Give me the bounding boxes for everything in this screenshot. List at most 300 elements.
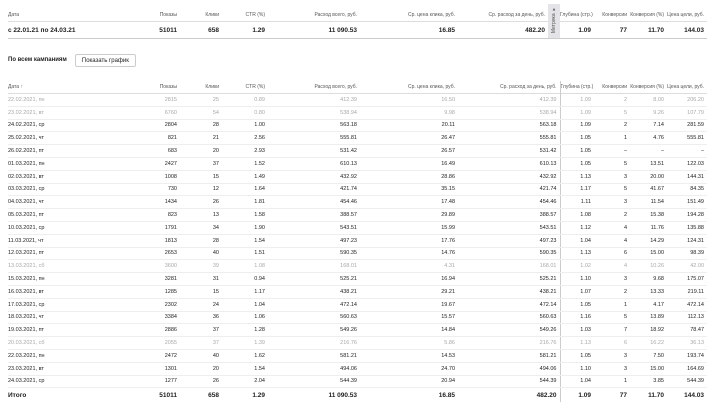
cell-conversions: 1 xyxy=(594,375,630,388)
table-col-ctr[interactable]: CTR (%) xyxy=(245,84,265,90)
cell-clicks: 40 xyxy=(180,349,222,362)
cell-conv-rate: 18.92 xyxy=(630,324,667,337)
table-col-spend[interactable]: Расход всего, руб. xyxy=(314,84,357,90)
cell-conv-rate: 11.54 xyxy=(630,196,667,209)
cell-depth: 1.05 xyxy=(560,349,594,362)
cell-clicks: 28 xyxy=(180,119,222,132)
cell-conv-rate: 14.29 xyxy=(630,234,667,247)
cell-date: 16.03.2021, вт xyxy=(8,285,118,298)
table-row xyxy=(8,119,707,132)
cell-depth: 1.13 xyxy=(560,247,594,260)
cell-date: 19.03.2021, пт xyxy=(8,324,118,337)
cell-clicks: 15 xyxy=(180,170,222,183)
cell-daily: 494.06 xyxy=(458,362,560,375)
cell-date: 11.03.2021, чт xyxy=(8,234,118,247)
cell-conv-rate: 13.89 xyxy=(630,311,667,324)
cell-clicks: 26 xyxy=(180,196,222,209)
cell-goal-price: 135.88 xyxy=(667,221,707,234)
cell-cpc: 9.98 xyxy=(360,106,458,119)
cell-conversions: 6 xyxy=(594,247,630,260)
table-row xyxy=(8,273,707,286)
cell-shows: 2055 xyxy=(118,337,180,350)
cell-goal-price: 193.74 xyxy=(667,349,707,362)
totals-conversions: 77 xyxy=(594,388,630,403)
cell-spend: 549.26 xyxy=(268,324,360,337)
cell-conv-rate: 8.00 xyxy=(630,94,667,107)
cell-shows: 821 xyxy=(118,132,180,145)
cell-depth: 1.10 xyxy=(560,362,594,375)
cell-spend: 438.21 xyxy=(268,285,360,298)
table-row xyxy=(8,196,707,209)
col-header-shows[interactable]: Показы xyxy=(159,12,177,18)
cell-depth: 1.07 xyxy=(560,285,594,298)
cell-goal-price: – xyxy=(667,145,707,158)
cell-conv-rate: 20.00 xyxy=(630,170,667,183)
cell-clicks: 26 xyxy=(180,375,222,388)
cell-daily: 549.26 xyxy=(458,324,560,337)
cell-daily: 216.76 xyxy=(458,337,560,350)
cell-date: 18.03.2021, чт xyxy=(8,311,118,324)
cell-ctr: 1.06 xyxy=(222,311,268,324)
table-row xyxy=(8,247,707,260)
cell-clicks: 39 xyxy=(180,260,222,273)
cell-cpc: 14.76 xyxy=(360,247,458,260)
col-header-spend[interactable]: Расход всего, руб. xyxy=(314,12,357,18)
cell-ctr: 1.64 xyxy=(222,183,268,196)
metrika-dropdown[interactable] xyxy=(548,4,560,39)
cell-depth: 1.10 xyxy=(560,273,594,286)
cell-ctr: 1.00 xyxy=(222,119,268,132)
cell-clicks: 28 xyxy=(180,234,222,247)
cell-conv-rate: 10.26 xyxy=(630,260,667,273)
cell-date: 22.03.2021, пн xyxy=(8,349,118,362)
summary-row xyxy=(8,22,707,39)
cell-shows: 1277 xyxy=(118,375,180,388)
table-row xyxy=(8,260,707,273)
cell-goal-price: 206.20 xyxy=(667,94,707,107)
col-header-date[interactable]: Дата xyxy=(8,12,20,18)
cell-spend: 581.21 xyxy=(268,349,360,362)
cell-date: 10.03.2021, ср xyxy=(8,221,118,234)
cell-conversions: 5 xyxy=(594,157,630,170)
summary-shows: 51011 xyxy=(159,26,177,34)
cell-date: 25.02.2021, чт xyxy=(8,132,118,145)
cell-clicks: 21 xyxy=(180,132,222,145)
cell-clicks: 34 xyxy=(180,221,222,234)
cell-conv-rate: 4.17 xyxy=(630,298,667,311)
cell-goal-price: 36.13 xyxy=(667,337,707,350)
table-row xyxy=(8,132,707,145)
cell-spend: 560.63 xyxy=(268,311,360,324)
cell-ctr: 1.52 xyxy=(222,157,268,170)
cell-goal-price: 164.69 xyxy=(667,362,707,375)
cell-date: 24.03.2021, ср xyxy=(8,375,118,388)
cell-spend: 412.39 xyxy=(268,94,360,107)
col-header-goal-price[interactable]: Цена цели, руб. xyxy=(667,12,704,18)
cell-clicks: 25 xyxy=(180,94,222,107)
campaigns-section-header xyxy=(8,53,136,67)
cell-daily: 563.18 xyxy=(458,119,560,132)
cell-conversions: 3 xyxy=(594,170,630,183)
totals-goal-price: 144.03 xyxy=(667,388,707,403)
cell-ctr: 1.81 xyxy=(222,196,268,209)
cell-conv-rate: 3.85 xyxy=(630,375,667,388)
cell-shows: 1301 xyxy=(118,362,180,375)
cell-spend: 454.46 xyxy=(268,196,360,209)
col-header-depth[interactable]: Глубина (стр.) xyxy=(560,12,593,18)
summary-spend: 11 090.53 xyxy=(328,26,357,34)
cell-conversions: – xyxy=(594,145,630,158)
cell-goal-price: 544.39 xyxy=(667,375,707,388)
cell-date: 20.03.2021, сб xyxy=(8,337,118,350)
cell-cpc: 26.47 xyxy=(360,132,458,145)
cell-ctr: 1.51 xyxy=(222,247,268,260)
cell-conversions: 3 xyxy=(594,273,630,286)
table-col-date[interactable]: Дата ↑ xyxy=(8,84,23,90)
cell-cpc: 15.99 xyxy=(360,221,458,234)
cell-depth: 1.04 xyxy=(560,375,594,388)
cell-conv-rate: 7.14 xyxy=(630,119,667,132)
cell-date: 03.03.2021, ср xyxy=(8,183,118,196)
cell-clicks: 31 xyxy=(180,273,222,286)
cell-shows: 2804 xyxy=(118,119,180,132)
table-row xyxy=(8,106,707,119)
cell-goal-price: 78.47 xyxy=(667,324,707,337)
daily-stats-table xyxy=(8,81,707,402)
cell-conv-rate: 15.00 xyxy=(630,247,667,260)
cell-ctr: 2.56 xyxy=(222,132,268,145)
table-row xyxy=(8,285,707,298)
cell-goal-price: 555.81 xyxy=(667,132,707,145)
cell-depth: 1.11 xyxy=(560,196,594,209)
cell-ctr: 0.80 xyxy=(222,106,268,119)
table-row xyxy=(8,157,707,170)
cell-ctr: 1.62 xyxy=(222,349,268,362)
cell-cpc: 29.89 xyxy=(360,209,458,222)
cell-daily: 555.81 xyxy=(458,132,560,145)
cell-date: 04.03.2021, чт xyxy=(8,196,118,209)
cell-depth: 1.08 xyxy=(560,209,594,222)
totals-clicks: 658 xyxy=(180,388,222,403)
cell-cpc: 35.15 xyxy=(360,183,458,196)
cell-conv-rate: 15.00 xyxy=(630,362,667,375)
totals-cpc: 16.85 xyxy=(360,388,458,403)
cell-daily: 432.92 xyxy=(458,170,560,183)
table-row xyxy=(8,375,707,388)
table-col-cpc[interactable]: Ср. цена клика, руб. xyxy=(407,84,455,90)
cell-goal-price: 122.03 xyxy=(667,157,707,170)
cell-daily: 581.21 xyxy=(458,349,560,362)
table-col-depth[interactable]: Глубина (стр.) xyxy=(560,84,594,90)
cell-goal-price: 124.31 xyxy=(667,234,707,247)
cell-date: 17.03.2021, ср xyxy=(8,298,118,311)
totals-conv-rate: 11.70 xyxy=(630,388,667,403)
summary-goal-price: 144.03 xyxy=(684,26,704,34)
cell-ctr: 1.58 xyxy=(222,209,268,222)
summary-conversions: 77 xyxy=(619,26,627,34)
table-col-daily[interactable]: Ср. расход за день, руб. xyxy=(458,81,560,94)
cell-conv-rate: 15.38 xyxy=(630,209,667,222)
cell-depth: 1.17 xyxy=(560,183,594,196)
cell-cpc: 16.50 xyxy=(360,94,458,107)
cell-spend: 494.06 xyxy=(268,362,360,375)
cell-conversions: 2 xyxy=(594,209,630,222)
cell-ctr: 2.93 xyxy=(222,145,268,158)
cell-shows: 1285 xyxy=(118,285,180,298)
cell-conversions: 3 xyxy=(594,362,630,375)
cell-depth: 1.02 xyxy=(560,260,594,273)
table-row xyxy=(8,298,707,311)
cell-goal-price: 144.31 xyxy=(667,170,707,183)
cell-spend: 472.14 xyxy=(268,298,360,311)
cell-ctr: 1.17 xyxy=(222,285,268,298)
cell-daily: 543.51 xyxy=(458,221,560,234)
cell-ctr: 1.04 xyxy=(222,298,268,311)
totals-ctr: 1.29 xyxy=(222,388,268,403)
cell-cpc: 24.70 xyxy=(360,362,458,375)
cell-conv-rate: 41.67 xyxy=(630,183,667,196)
table-col-conversions[interactable]: Конверсии xyxy=(602,84,627,90)
table-col-conv-rate[interactable]: Конверсия (%) xyxy=(630,84,664,90)
section-title: По всем кампаниям xyxy=(8,57,67,63)
cell-spend: 538.94 xyxy=(268,106,360,119)
table-row xyxy=(8,337,707,350)
cell-spend: 388.57 xyxy=(268,209,360,222)
cell-spend: 531.42 xyxy=(268,145,360,158)
cell-spend: 543.51 xyxy=(268,221,360,234)
cell-conversions: 2 xyxy=(594,285,630,298)
cell-cpc: 28.86 xyxy=(360,170,458,183)
totals-depth: 1.09 xyxy=(560,388,594,403)
cell-date: 02.03.2021, вт xyxy=(8,170,118,183)
cell-goal-price: 175.07 xyxy=(667,273,707,286)
cell-shows: 730 xyxy=(118,183,180,196)
cell-depth: 1.13 xyxy=(560,170,594,183)
cell-shows: 2302 xyxy=(118,298,180,311)
cell-conversions: 4 xyxy=(594,260,630,273)
cell-spend: 421.74 xyxy=(268,183,360,196)
cell-conversions: 4 xyxy=(594,234,630,247)
table-row xyxy=(8,221,707,234)
cell-ctr: 1.28 xyxy=(222,324,268,337)
table-row xyxy=(8,183,707,196)
cell-depth: 1.05 xyxy=(560,145,594,158)
cell-clicks: 40 xyxy=(180,247,222,260)
summary-daily: 482.20 xyxy=(525,26,545,34)
cell-date: 23.02.2021, вт xyxy=(8,106,118,119)
cell-ctr: 1.54 xyxy=(222,362,268,375)
cell-daily: 525.21 xyxy=(458,273,560,286)
cell-cpc: 15.57 xyxy=(360,311,458,324)
cell-clicks: 24 xyxy=(180,298,222,311)
col-header-ctr[interactable]: CTR (%) xyxy=(245,12,265,18)
cell-shows: 1434 xyxy=(118,196,180,209)
col-header-clicks[interactable]: Клики xyxy=(205,12,219,18)
cell-ctr: 1.08 xyxy=(222,260,268,273)
cell-shows: 2886 xyxy=(118,324,180,337)
cell-depth: 1.16 xyxy=(560,311,594,324)
table-row xyxy=(8,324,707,337)
cell-shows: 2815 xyxy=(118,94,180,107)
cell-conversions: 4 xyxy=(594,221,630,234)
cell-clicks: 37 xyxy=(180,337,222,350)
cell-conversions: 2 xyxy=(594,119,630,132)
totals-row xyxy=(8,388,707,403)
cell-goal-price: 112.13 xyxy=(667,311,707,324)
cell-date: 23.03.2021, вт xyxy=(8,362,118,375)
cell-spend: 216.76 xyxy=(268,337,360,350)
totals-label: Итого xyxy=(8,388,118,403)
cell-goal-price: 472.14 xyxy=(667,298,707,311)
cell-clicks: 20 xyxy=(180,362,222,375)
cell-cpc: 19.67 xyxy=(360,298,458,311)
summary-clicks: 658 xyxy=(208,26,219,34)
cell-clicks: 37 xyxy=(180,157,222,170)
cell-conversions: 3 xyxy=(594,196,630,209)
cell-conv-rate: 16.22 xyxy=(630,337,667,350)
cell-cpc: 20.11 xyxy=(360,119,458,132)
cell-conversions: 3 xyxy=(594,349,630,362)
cell-shows: 2427 xyxy=(118,157,180,170)
cell-depth: 1.12 xyxy=(560,221,594,234)
table-row xyxy=(8,234,707,247)
metrika-label: Метрика ▾ xyxy=(551,6,557,34)
cell-spend: 497.23 xyxy=(268,234,360,247)
summary-period: с 22.01.21 по 24.03.21 xyxy=(8,26,76,34)
cell-spend: 544.39 xyxy=(268,375,360,388)
table-col-shows[interactable]: Показы xyxy=(159,84,177,90)
cell-clicks: 13 xyxy=(180,209,222,222)
cell-clicks: 12 xyxy=(180,183,222,196)
table-row xyxy=(8,349,707,362)
cell-conv-rate: 7.50 xyxy=(630,349,667,362)
table-row xyxy=(8,94,707,107)
col-header-daily[interactable]: Ср. расход за день, руб. xyxy=(488,12,545,18)
cell-clicks: 15 xyxy=(180,285,222,298)
cell-spend: 168.01 xyxy=(268,260,360,273)
totals-shows: 51011 xyxy=(118,388,180,403)
cell-cpc: 17.76 xyxy=(360,234,458,247)
cell-ctr: 1.54 xyxy=(222,234,268,247)
cell-cpc: 16.94 xyxy=(360,273,458,286)
cell-shows: 2653 xyxy=(118,247,180,260)
cell-clicks: 36 xyxy=(180,311,222,324)
table-row xyxy=(8,362,707,375)
show-chart-button[interactable]: Показать график xyxy=(75,54,136,67)
summary-ctr: 1.29 xyxy=(252,26,265,34)
cell-daily: 560.63 xyxy=(458,311,560,324)
cell-daily: 421.74 xyxy=(458,183,560,196)
col-header-cpc[interactable]: Ср. цена клика, руб. xyxy=(407,12,455,18)
cell-clicks: 37 xyxy=(180,324,222,337)
cell-conv-rate: 13.51 xyxy=(630,157,667,170)
table-col-goal-price[interactable]: Цена цели, руб. xyxy=(667,84,704,90)
cell-daily: 531.42 xyxy=(458,145,560,158)
cell-depth: 1.04 xyxy=(560,234,594,247)
cell-shows: 683 xyxy=(118,145,180,158)
cell-spend: 590.35 xyxy=(268,247,360,260)
cell-daily: 538.94 xyxy=(458,106,560,119)
cell-goal-price: 98.39 xyxy=(667,247,707,260)
cell-shows: 2472 xyxy=(118,349,180,362)
col-header-conv-rate[interactable]: Конверсия (%) xyxy=(630,12,664,18)
cell-ctr: 1.39 xyxy=(222,337,268,350)
cell-depth: 1.03 xyxy=(560,324,594,337)
cell-daily: 168.01 xyxy=(458,260,560,273)
cell-shows: 1813 xyxy=(118,234,180,247)
cell-date: 01.03.2021, пн xyxy=(8,157,118,170)
cell-conversions: 2 xyxy=(594,94,630,107)
cell-conversions: 1 xyxy=(594,298,630,311)
cell-ctr: 1.90 xyxy=(222,221,268,234)
cell-conv-rate: – xyxy=(630,145,667,158)
cell-clicks: 54 xyxy=(180,106,222,119)
cell-date: 22.02.2021, пн xyxy=(8,94,118,107)
cell-date: 12.03.2021, пт xyxy=(8,247,118,260)
cell-cpc: 4.31 xyxy=(360,260,458,273)
cell-conversions: 5 xyxy=(594,183,630,196)
cell-cpc: 29.21 xyxy=(360,285,458,298)
cell-spend: 525.21 xyxy=(268,273,360,286)
cell-conv-rate: 4.76 xyxy=(630,132,667,145)
cell-conv-rate: 13.33 xyxy=(630,285,667,298)
cell-date: 26.02.2021, пт xyxy=(8,145,118,158)
cell-daily: 497.23 xyxy=(458,234,560,247)
cell-goal-price: 151.49 xyxy=(667,196,707,209)
cell-shows: 823 xyxy=(118,209,180,222)
cell-conversions: 6 xyxy=(594,337,630,350)
table-col-clicks[interactable]: Клики xyxy=(205,84,219,90)
table-row xyxy=(8,145,707,158)
cell-cpc: 14.84 xyxy=(360,324,458,337)
cell-conversions: 1 xyxy=(594,132,630,145)
cell-goal-price: 107.79 xyxy=(667,106,707,119)
cell-cpc: 14.53 xyxy=(360,349,458,362)
summary-table xyxy=(8,4,707,39)
cell-daily: 472.14 xyxy=(458,298,560,311)
cell-goal-price: 84.35 xyxy=(667,183,707,196)
cell-ctr: 1.49 xyxy=(222,170,268,183)
cell-ctr: 0.89 xyxy=(222,94,268,107)
cell-daily: 544.39 xyxy=(458,375,560,388)
cell-conversions: 5 xyxy=(594,106,630,119)
cell-date: 05.03.2021, пт xyxy=(8,209,118,222)
summary-conv-rate: 11.70 xyxy=(648,26,664,34)
cell-shows: 1791 xyxy=(118,221,180,234)
cell-conversions: 7 xyxy=(594,324,630,337)
cell-conv-rate: 9.68 xyxy=(630,273,667,286)
cell-depth: 1.09 xyxy=(560,94,594,107)
cell-date: 13.03.2021, сб xyxy=(8,260,118,273)
col-header-conversions[interactable]: Конверсии xyxy=(602,12,627,18)
cell-spend: 610.13 xyxy=(268,157,360,170)
cell-depth: 1.09 xyxy=(560,119,594,132)
table-row xyxy=(8,311,707,324)
cell-date: 15.03.2021, пн xyxy=(8,273,118,286)
cell-shows: 6760 xyxy=(118,106,180,119)
table-row xyxy=(8,170,707,183)
cell-conversions: 5 xyxy=(594,311,630,324)
totals-spend: 11 090.53 xyxy=(268,388,360,403)
cell-ctr: 0.94 xyxy=(222,273,268,286)
cell-daily: 388.57 xyxy=(458,209,560,222)
cell-daily: 590.35 xyxy=(458,247,560,260)
cell-daily: 412.39 xyxy=(458,94,560,107)
cell-shows: 1008 xyxy=(118,170,180,183)
cell-shows: 3281 xyxy=(118,273,180,286)
cell-spend: 432.92 xyxy=(268,170,360,183)
cell-goal-price: 219.11 xyxy=(667,285,707,298)
